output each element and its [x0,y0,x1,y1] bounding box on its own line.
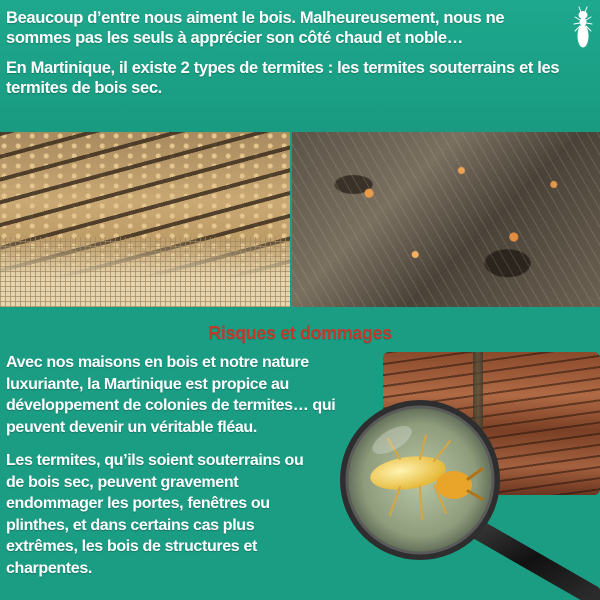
intro-paragraph-2: En Martinique, il existe 2 types de termites : les termites souterrains et les termites de bois sec. [6,59,560,97]
risks-paragraph-1: Avec nos maisons en bois et notre nature luxuriante, la Martinique est propice au développement de colonies de termites… qui peuvent devenir un véritable fléau. [6,354,336,436]
photo-texture [0,237,290,307]
intro-paragraph-1: Beaucoup d’entre nous aiment le bois. Malheureusement, nous ne sommes pas les seuls à apprécier son côté chaud et noble… [6,9,505,47]
photo-strip [0,132,600,307]
risks-text [6,352,386,591]
termite-icon [572,4,594,52]
subterranean-termites-photo [0,132,290,307]
magnifying-glass-icon [330,395,600,600]
section-title: Risques et dommages [208,323,392,343]
photo-texture [292,132,600,307]
intro-text [6,8,566,108]
risks-paragraph-2: Les termites, qu’ils soient souterrains ou de bois sec, peuvent gravement endommager les portes, fenêtres ou plinthes, et dans certains cas plus extrêmes, les bois de structures et charpentes. [6,452,304,577]
drywood-termites-photo [292,132,600,307]
